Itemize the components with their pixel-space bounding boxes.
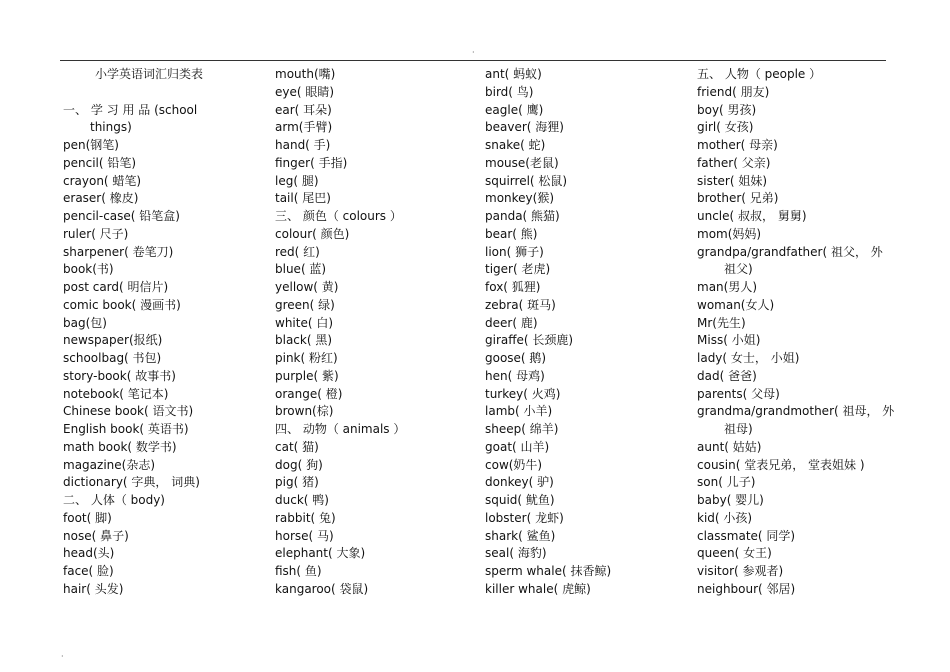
vocab-line: English book( 英语书) xyxy=(63,422,189,436)
vocab-line: arm(手臂) xyxy=(275,120,333,135)
vocab-line: sheep( 绵羊) xyxy=(485,422,559,436)
vocab-line: face( 脸) xyxy=(63,564,114,578)
page-title: 小学英语词汇归类表 xyxy=(95,67,204,81)
vocab-line: lady( 女士， 小姐) xyxy=(697,351,800,365)
vocab-line: mother( 母亲) xyxy=(697,138,778,152)
vocab-line: pencil-case( 铅笔盒) xyxy=(63,209,180,223)
vocab-line: red( 红) xyxy=(275,244,320,259)
vocab-line: snake( 蛇) xyxy=(485,138,546,152)
top-dot-mark: · xyxy=(472,48,475,57)
vocab-line: queen( 女王) xyxy=(697,546,772,561)
vocab-line: tail( 尾巴) xyxy=(275,191,331,206)
vocab-line: colour( 颜色) xyxy=(275,226,350,241)
vocab-line: lobster( 龙虾) xyxy=(485,510,564,525)
vocab-line: white( 白) xyxy=(275,315,334,330)
vocab-line: bear( 熊) xyxy=(485,226,538,241)
vocab-line: 二、 人体（ body) xyxy=(63,493,165,507)
vocab-line: post card( 明信片) xyxy=(63,280,169,294)
vocab-line: crayon( 蜡笔) xyxy=(63,173,142,188)
vocab-line: girl( 女孩) xyxy=(697,120,754,135)
vocab-line: story-book( 故事书) xyxy=(63,368,176,383)
vocab-line: 祖父) xyxy=(724,262,753,277)
vocab-line: cow(奶牛) xyxy=(485,457,543,472)
vocab-line: schoolbag( 书包) xyxy=(63,351,162,365)
vocab-line: yellow( 黄) xyxy=(275,280,339,294)
vocab-line xyxy=(63,84,263,102)
vocab-line: friend( 朋友) xyxy=(697,84,770,99)
vocab-line: green( 绿) xyxy=(275,297,335,312)
vocab-line: killer whale( 虎鲸) xyxy=(485,581,591,596)
vocab-line: donkey( 驴) xyxy=(485,475,554,490)
vocab-line: Chinese book( 语文书) xyxy=(63,404,194,419)
vocab-line: math book( 数学书) xyxy=(63,439,177,454)
vocab-line: visitor( 参观者) xyxy=(697,564,784,578)
vocab-line: brother( 兄弟) xyxy=(697,191,779,206)
vocab-line: pink( 粉红) xyxy=(275,351,338,365)
vocab-line: kid( 小孩) xyxy=(697,510,753,525)
vocab-line: parents( 父母) xyxy=(697,386,780,401)
vocab-line: panda( 熊猫) xyxy=(485,209,560,223)
vocab-column-4 xyxy=(697,66,897,599)
vocab-line: mouth(嘴) xyxy=(275,67,336,81)
vocab-line: hair( 头发) xyxy=(63,581,124,596)
vocab-line: nose( 鼻子) xyxy=(63,528,129,543)
vocab-line: leg( 腿) xyxy=(275,173,319,188)
vocab-line: bird( 鸟) xyxy=(485,84,534,99)
vocab-line: fish( 鱼) xyxy=(275,564,322,578)
vocab-line: sharpener( 卷笔刀) xyxy=(63,244,174,259)
vocab-line: rabbit( 兔) xyxy=(275,510,336,525)
vocab-line: grandpa/grandfather( 祖父， 外 xyxy=(697,244,883,259)
vocab-line: dog( 狗) xyxy=(275,457,323,472)
vocab-line: turkey( 火鸡) xyxy=(485,386,561,401)
vocab-line: notebook( 笔记本) xyxy=(63,386,169,401)
vocab-line: elephant( 大象) xyxy=(275,546,366,561)
vocab-line: eagle( 鹰) xyxy=(485,102,544,117)
vocab-line: eye( 眼睛) xyxy=(275,84,335,99)
vocab-line: mouse(老鼠) xyxy=(485,155,559,170)
vocab-line: giraffe( 长颈鹿) xyxy=(485,333,574,348)
vocab-line: ear( 耳朵) xyxy=(275,102,332,117)
vocab-line: 五、 人物（ people ） xyxy=(697,67,822,81)
vocab-line: newspaper(报纸) xyxy=(63,333,163,348)
vocab-line: book(书) xyxy=(63,262,114,277)
vocab-column-2 xyxy=(275,66,475,599)
vocab-line: cousin( 堂表兄弟， 堂表姐妹 ) xyxy=(697,457,865,472)
vocab-line: duck( 鸭) xyxy=(275,493,329,507)
vocab-line: neighbour( 邻居) xyxy=(697,581,796,596)
vocab-line: 四、 动物（ animals ） xyxy=(275,422,406,436)
vocab-line: uncle( 叔叔， 舅舅) xyxy=(697,209,807,223)
vocab-line: brown(棕) xyxy=(275,404,334,419)
vocab-line: ruler( 尺子) xyxy=(63,226,129,241)
vocab-line: pig( 猪) xyxy=(275,475,319,490)
vocab-line: fox( 狐狸) xyxy=(485,280,541,294)
vocab-line: boy( 男孩) xyxy=(697,102,757,117)
vocab-line: shark( 鲨鱼) xyxy=(485,528,556,543)
vocab-line: lamb( 小羊) xyxy=(485,404,553,419)
vocab-line: finger( 手指) xyxy=(275,155,348,170)
vocab-column-3 xyxy=(485,66,685,599)
vocab-line: kangaroo( 袋鼠) xyxy=(275,581,369,596)
vocab-line: father( 父亲) xyxy=(697,155,771,170)
vocab-line: mom(妈妈) xyxy=(697,226,762,241)
header-rule xyxy=(60,60,886,61)
vocab-line: comic book( 漫画书) xyxy=(63,297,181,312)
vocab-line: woman(女人) xyxy=(697,297,775,312)
vocab-line: orange( 橙) xyxy=(275,386,343,401)
vocab-line: baby( 婴儿) xyxy=(697,493,764,507)
vocab-line: classmate( 同学) xyxy=(697,528,796,543)
vocab-line: hand( 手) xyxy=(275,138,331,152)
vocab-line: sister( 姐妹) xyxy=(697,173,768,188)
vocab-line: 一、 学 习 用 品 (school xyxy=(63,102,198,117)
vocab-line: things) xyxy=(90,120,132,135)
vocab-line: zebra( 斑马) xyxy=(485,297,556,312)
vocab-line: dad( 爸爸) xyxy=(697,368,757,383)
vocab-line: monkey(猴) xyxy=(485,191,555,206)
vocab-line: pencil( 铅笔) xyxy=(63,155,137,170)
vocab-line: purple( 紫) xyxy=(275,368,339,383)
vocab-line: ant( 蚂蚁) xyxy=(485,67,542,81)
vocab-line: black( 黑) xyxy=(275,333,333,348)
vocab-line: horse( 马) xyxy=(275,528,334,543)
vocab-line: bag(包) xyxy=(63,315,107,330)
vocab-line: goat( 山羊) xyxy=(485,439,550,454)
vocab-line: tiger( 老虎) xyxy=(485,262,551,277)
vocab-line: dictionary( 字典， 词典) xyxy=(63,475,200,490)
vocab-line: goose( 鹅) xyxy=(485,351,547,365)
vocab-line: cat( 猫) xyxy=(275,439,319,454)
vocab-column-1 xyxy=(63,66,263,599)
vocab-line: head(头) xyxy=(63,546,115,561)
bottom-dot-mark: · xyxy=(61,652,64,661)
vocab-line: pen(钢笔) xyxy=(63,138,119,152)
vocab-line: grandma/grandmother( 祖母， 外 xyxy=(697,404,895,419)
vocab-line: foot( 脚) xyxy=(63,510,112,525)
vocab-line: seal( 海豹) xyxy=(485,546,547,561)
vocab-line: deer( 鹿) xyxy=(485,315,538,330)
vocab-line: 三、 颜色（ colours ） xyxy=(275,209,402,223)
vocab-line: son( 儿子) xyxy=(697,475,756,490)
vocab-line: magazine(杂志) xyxy=(63,457,155,472)
vocab-line: 祖母) xyxy=(724,422,753,436)
vocab-line: aunt( 姑姑) xyxy=(697,439,762,454)
vocab-line: Miss( 小姐) xyxy=(697,333,761,348)
vocab-line: squirrel( 松鼠) xyxy=(485,173,568,188)
vocab-line: beaver( 海狸) xyxy=(485,120,564,135)
vocab-line: blue( 蓝) xyxy=(275,262,327,277)
vocab-line: hen( 母鸡) xyxy=(485,368,545,383)
vocab-line: squid( 鱿鱼) xyxy=(485,493,555,507)
vocab-line: sperm whale( 抹香鲸) xyxy=(485,564,612,578)
vocab-line: lion( 狮子) xyxy=(485,244,544,259)
vocab-line: eraser( 橡皮) xyxy=(63,191,139,206)
vocab-line: man(男人) xyxy=(697,280,758,294)
vocab-line: Mr(先生) xyxy=(697,315,746,330)
